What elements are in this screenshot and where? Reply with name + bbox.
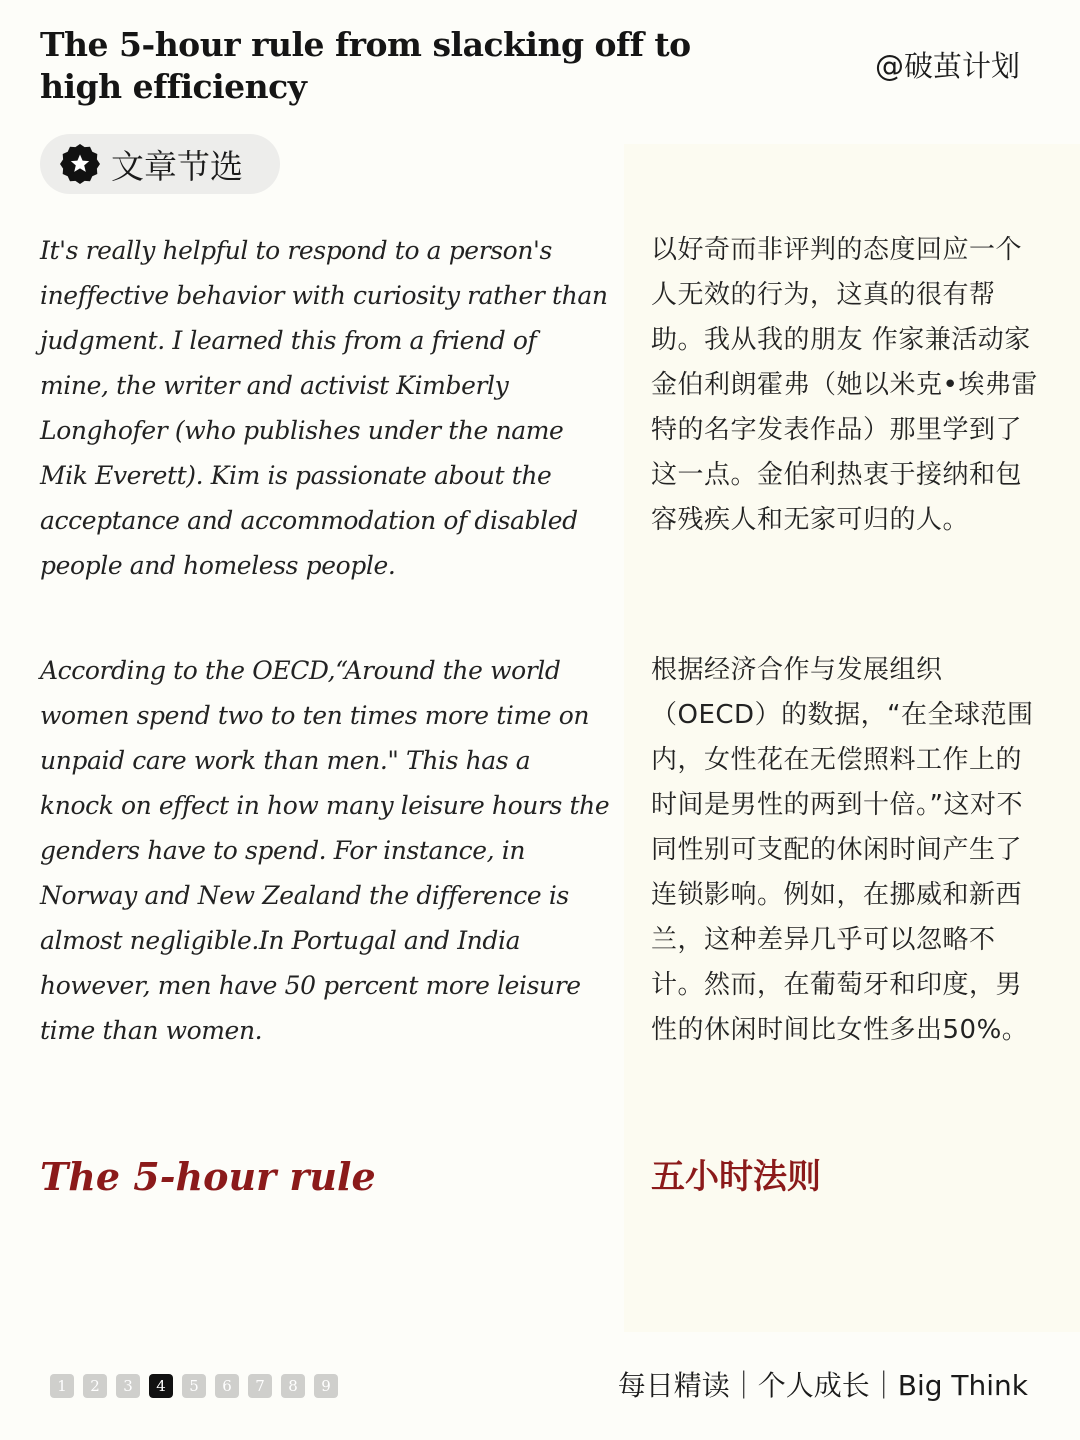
article-title: The 5-hour rule from slacking off to high efficiency — [40, 25, 691, 106]
page-number: 2 — [83, 1374, 107, 1398]
star-badge-icon — [59, 143, 101, 185]
paragraph-2-chinese: 根据经济合作与发展组织（OECD）的数据，“在全球范围内，女性花在无偿照料工作上的时间是男性的两到十倍。”这对不同性别可支配的休闲时间产生了连锁影响。例如，在挪威和新西兰，这种差异几乎可以忽略不计。然而，在葡萄牙和印度，男性的休闲时间比女性多出50%。 — [651, 655, 1034, 1045]
paragraph-1-english: It's really helpful to respond to a person's ineffective behavior with curiosity rather than judgment. I learned this from a friend of mine, the writer and activist Kimberly Longhofer (who publishes under the name Mik Everett). Kim is passionate about the acceptance and accommodation of disabled people and homeless people. — [40, 236, 608, 580]
page-indicator — [50, 1374, 338, 1398]
page-number: 3 — [116, 1374, 140, 1398]
page-number: 1 — [50, 1374, 74, 1398]
page-number: 7 — [248, 1374, 272, 1398]
page-number-current: 4 — [149, 1374, 173, 1398]
page-number: 5 — [182, 1374, 206, 1398]
page-number: 9 — [314, 1374, 338, 1398]
page-number: 8 — [281, 1374, 305, 1398]
section-heading-english: The 5-hour rule — [40, 1154, 376, 1199]
section-heading-chinese: 五小时法则 — [651, 1157, 821, 1197]
excerpt-tag-label: 文章节选 — [111, 146, 243, 186]
excerpt-tag — [40, 134, 280, 194]
author-handle: @破茧计划 — [874, 49, 1020, 83]
footer-category: 每日精读｜个人成长｜Big Think — [617, 1369, 1028, 1402]
paragraph-1-chinese: 以好奇而非评判的态度回应一个人无效的行为，这真的很有帮助。我从我的朋友 作家兼活动家金伯利朗霍弗（她以米克•埃弗雷特的名字发表作品）那里学到了这一点。金伯利热衷于接纳和包容残疾人和无家可归的人。 — [651, 235, 1038, 535]
page-number: 6 — [215, 1374, 239, 1398]
paragraph-2-english: According to the OECD,“Around the world women spend two to ten times more time on unpaid care work than men." This has a knock on effect in how many leisure hours the genders have to spend. For instance, in Norway and New Zealand the difference is almost negligible.In Portugal and India however, men have 50 percent more leisure time than women. — [40, 656, 610, 1045]
